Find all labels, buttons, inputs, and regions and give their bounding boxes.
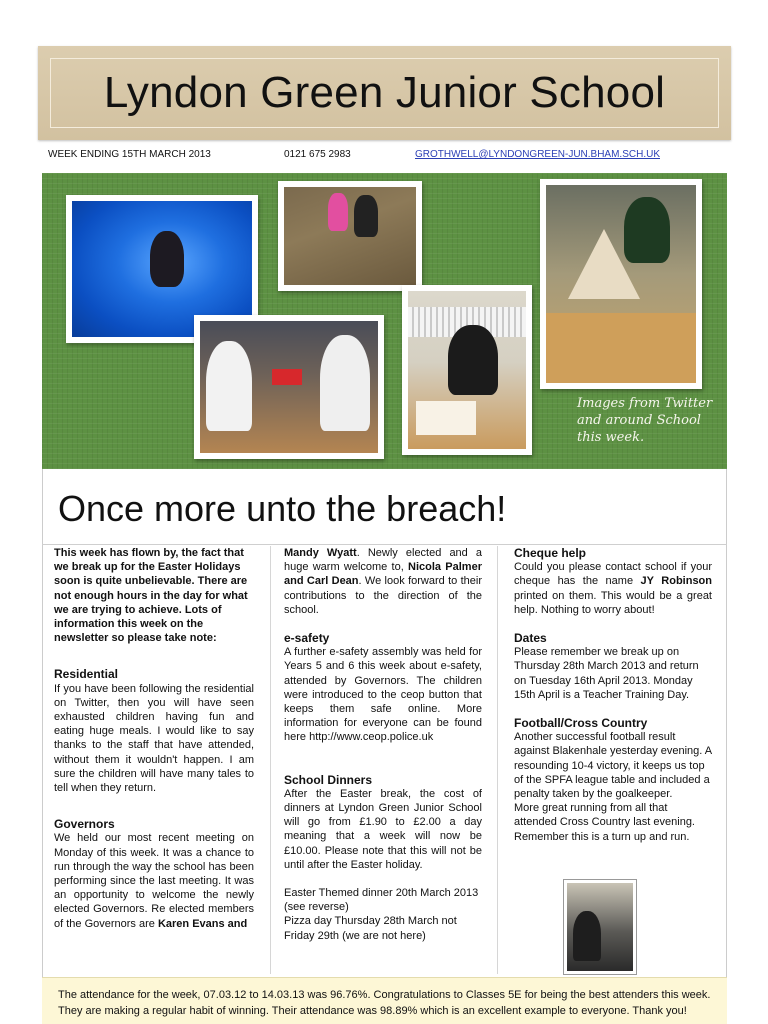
look-forward-text: . We look forward to their contributions to the direction of the school. <box>284 575 482 616</box>
column-divider <box>270 546 271 974</box>
column-middle <box>284 546 482 943</box>
photo-board <box>42 173 727 469</box>
easter-dinner-note: Easter Themed dinner 20th March 2013 (see reverse) <box>284 887 479 914</box>
dates-body: Please remember we break up on Thursday 28th March 2013 and return on Tuesday 16th April 2013. Monday 15th April is a Teacher Training Day. <box>514 646 699 701</box>
photo-pyramid-project <box>540 179 702 389</box>
photo-woods <box>278 181 422 291</box>
governors-title: Governors <box>54 817 115 832</box>
residential-body: If you have been following the residential on Twitter, then you will have seen exhausted children having fun and eating huge meals. I would like to say thanks to the staff that have attended, without them it wouldn't happen. I am sure the children will have many tales to tell when they return. <box>54 682 254 795</box>
email-link[interactable]: GROTHWELL@LYNDONGREEN-JUN.BHAM.SCH.UK <box>415 149 660 160</box>
dinners-title: School Dinners <box>284 772 373 787</box>
cheque-text: Could you please contact school if your cheque has the name <box>514 561 712 588</box>
cross-country-body: More great running from all that attended Cross Country last evening. Remember this is a turn up and run. <box>514 802 695 843</box>
attendance-footer <box>42 977 727 1024</box>
masthead-banner <box>38 46 731 140</box>
dates-title: Dates <box>514 631 547 646</box>
cheque-title: Cheque help <box>514 546 587 560</box>
info-bar <box>48 149 728 163</box>
cheque-text-end: printed on them. This would be a great help. Nothing to worry about! <box>514 589 712 616</box>
intro-text: This week has flown by, the fact that we break up for the Easter Holidays soon is quite unbelievable. There are not enough hours in the day for what we are trying to achieve. Lots of information this week on the newsletter so please take note: <box>54 547 248 645</box>
photo-football <box>563 879 637 975</box>
attendance-text: The attendance for the week, 07.03.12 to 14.03.13 was 96.76%. Congratulations to Classes 5E for being the best attenders this week. They are making a regular habit of winning. Their attendance was 98.89% which is an excellent example to everyone. Thank you! <box>58 989 711 1017</box>
football-body: Another successful football result against Blakenhale yesterday evening. A resounding 10-4 victory, it keeps us top of the SPFA league table and included a penalty taken by the goalkeeper. <box>514 731 712 801</box>
dinners-body: After the Easter break, the cost of dinners at Lyndon Green Junior School will go from £1.90 to £2.00 a day meaning that a week will now be £10.00. Please note that this will not be until after the Easter holiday. <box>284 787 482 871</box>
esafety-body: A further e-safety assembly was held for Years 5 and 6 this week about e-safety, attended by Governors. The children were introduced to the ceop button that keeps them safe online. More information for everyone can be found here http://www.ceop.police.uk <box>284 646 482 744</box>
photo-classroom <box>402 285 532 455</box>
week-ending: WEEK ENDING 15TH MARCH 2013 <box>48 149 211 160</box>
column-left <box>54 546 254 931</box>
photo-caption: Images from Twitter and around School this week. <box>577 396 713 445</box>
masthead-frame <box>50 58 719 128</box>
welcome-text: . Newly elected and a huge warm welcome to, <box>284 547 483 574</box>
football-title: Football/Cross Country <box>514 716 648 731</box>
phone-number: 0121 675 2983 <box>284 149 351 160</box>
cheque-body <box>514 560 712 617</box>
governors-text: We held our most recent meeting on Monday of this week. It was a chance to run through the way the school has been performing since the last meeting. It was an opportunity to welcome the newly elected Governors. Re elected members of the Governors are <box>54 832 254 930</box>
headline: Once more unto the breach! <box>58 488 507 529</box>
esafety-title: e-safety <box>284 631 330 646</box>
pizza-day-note: Pizza day Thursday 28th March not Friday 29th (we are not here) <box>284 915 457 942</box>
cheque-name: JY Robinson <box>640 575 712 588</box>
governors-names: Karen Evans and <box>157 917 248 930</box>
new-governor-names: Nicola Palmer and Carl Dean <box>284 561 482 588</box>
governors-continued <box>284 546 482 617</box>
governor-name: Mandy Wyatt <box>284 547 357 559</box>
school-name: Lyndon Green Junior School <box>103 68 666 117</box>
column-divider <box>497 546 498 974</box>
photo-craft-table <box>194 315 384 459</box>
column-right <box>514 546 712 844</box>
residential-title: Residential <box>54 667 119 682</box>
governors-body <box>54 831 254 930</box>
headline-rule <box>42 544 727 545</box>
